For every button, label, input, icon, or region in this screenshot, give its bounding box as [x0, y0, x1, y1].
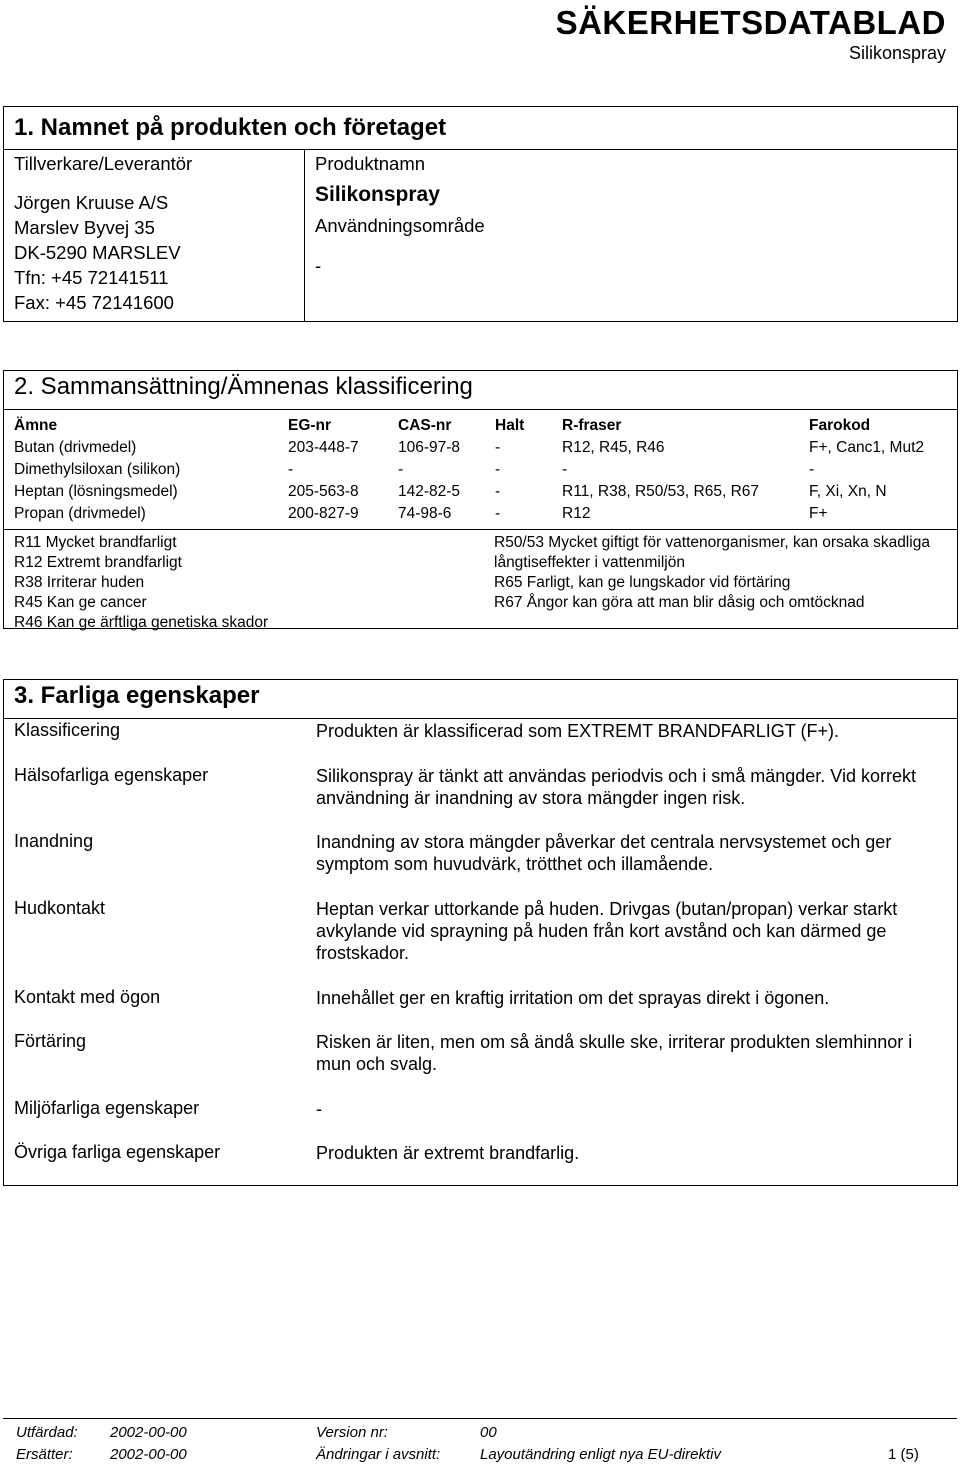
hazard-text: - [316, 1099, 322, 1119]
r-phrase-list [14, 533, 268, 633]
divider [3, 1418, 957, 1419]
column-header: Ämne [14, 417, 58, 434]
table-cell: - [495, 439, 501, 456]
table-cell: - [809, 461, 815, 478]
hazard-label: Kontakt med ögon [14, 987, 161, 1007]
table-cell: - [495, 461, 501, 478]
r-phrase: R12 Extremt brandfarligt [14, 554, 182, 571]
hazard-label: Hälsofarliga egenskaper [14, 765, 209, 785]
table-cell: - [495, 505, 501, 522]
divider [304, 149, 305, 321]
supplier-line: Marslev Byvej 35 [14, 217, 155, 238]
hazard-label: Hudkontakt [14, 898, 106, 918]
table-cell: 200-827-9 [288, 505, 359, 522]
supplier-line: DK-5290 MARSLEV [14, 242, 181, 263]
r-phrase: R46 Kan ge ärftliga genetiska skador [14, 614, 269, 631]
r-phrase: R38 Irriterar huden [14, 574, 145, 591]
changes-label: Ändringar i avsnitt: [316, 1446, 441, 1463]
column-header: CAS-nr [398, 417, 452, 434]
section-1-product-company [3, 106, 958, 322]
supplier-line: Fax: +45 72141600 [14, 292, 174, 313]
product-name: Silikonspray [315, 183, 440, 206]
page-footer [0, 1400, 960, 1472]
hazard-label: Miljöfarliga egenskaper [14, 1098, 200, 1118]
table-cell: - [288, 461, 294, 478]
hazard-text: Inandning av stora mängder påverkar det centrala nervsystemet och ger symptom som huvudvärk, trötthet och illamående. [316, 832, 892, 874]
r-phrase: R67 Ångor kan göra att man blir dåsig och omtöcknad [494, 594, 865, 611]
table-cell: 142-82-5 [398, 483, 461, 500]
version-value: 00 [480, 1424, 497, 1441]
divider [4, 409, 957, 410]
hazard-text: Silikonspray är tänkt att användas periodvis och i små mängder. Vid korrekt användning är inandning av stora mängder ingen risk. [316, 766, 916, 808]
table-cell: 205-563-8 [288, 483, 359, 500]
hazard-text: Produkten är klassificerad som EXTREMT BRANDFARLIGT (F+). [316, 721, 839, 741]
r-phrase: R11 Mycket brandfarligt [14, 534, 177, 551]
table-cell: R12 [562, 505, 591, 522]
table-cell: Butan (drivmedel) [14, 439, 137, 456]
table-cell: - [495, 483, 501, 500]
table-cell: R11, R38, R50/53, R65, R67 [562, 483, 760, 500]
supplier-line: Tfn: +45 72141511 [14, 267, 169, 288]
table-cell: R12, R45, R46 [562, 439, 665, 456]
section-3-heading: 3. Farliga egenskaper [14, 682, 260, 709]
replaces-label: Ersätter: [16, 1446, 73, 1463]
issued-value: 2002-00-00 [110, 1424, 187, 1441]
column-header: Farokod [809, 417, 871, 434]
usage-label: Användningsområde [315, 215, 485, 236]
r-phrase: R65 Farligt, kan ge lungskador vid förtäring [494, 574, 791, 591]
table-cell: 74-98-6 [398, 505, 452, 522]
column-header: EG-nr [288, 417, 332, 434]
document-subtitle: Silikonspray [848, 43, 946, 63]
table-cell: Dimethylsiloxan (silikon) [14, 461, 181, 478]
product-label: Produktnamn [315, 153, 426, 174]
supplier-line: Jörgen Kruuse A/S [14, 192, 169, 213]
table-cell: 106-97-8 [398, 439, 461, 456]
hazard-label: Inandning [14, 831, 94, 851]
product-block [315, 151, 935, 278]
table-cell: F, Xi, Xn, N [809, 483, 887, 500]
table-cell: - [562, 461, 568, 478]
column-header: Halt [495, 417, 525, 434]
replaces-value: 2002-00-00 [110, 1446, 187, 1463]
table-cell: Propan (drivmedel) [14, 505, 146, 522]
divider [4, 529, 957, 530]
section-2-composition [3, 370, 958, 629]
usage-value: - [315, 255, 322, 276]
hazard-label: Övriga farliga egenskaper [14, 1142, 221, 1162]
hazard-text: Produkten är extremt brandfarlig. [316, 1143, 580, 1163]
divider [4, 718, 957, 719]
r-phrase: R50/53 Mycket giftigt för vattenorganismer, kan orsaka skadliga långtiseffekter i vattenmiljön [494, 534, 930, 571]
section-3-hazards [3, 679, 958, 1186]
table-cell: - [398, 461, 404, 478]
column-header: R-fraser [562, 417, 622, 434]
section-1-heading: 1. Namnet på produkten och företaget [14, 114, 447, 141]
hazard-text: Risken är liten, men om så ändå skulle ske, irriterar produkten slemhinnor i mun och svalg. [316, 1032, 913, 1074]
divider [4, 149, 957, 150]
document-title: SÄKERHETSDATABLAD [555, 4, 946, 41]
r-phrase: R45 Kan ge cancer [14, 594, 147, 611]
hazard-label: Förtäring [14, 1031, 87, 1051]
hazard-text: Heptan verkar uttorkande på huden. Drivgas (butan/propan) verkar starkt avkylande vid sprayning på huden från kort avstånd och kan därmed ge frostskador. [316, 899, 898, 963]
table-cell: Heptan (lösningsmedel) [14, 483, 178, 500]
hazard-text: Innehållet ger en kraftig irritation om det sprayas direkt i ögonen. [316, 988, 830, 1008]
supplier-block [14, 151, 299, 315]
supplier-label: Tillverkare/Leverantör [14, 153, 193, 174]
issued-label: Utfärdad: [16, 1424, 78, 1441]
changes-value: Layoutändring enligt nya EU-direktiv [480, 1446, 721, 1463]
page-number: 1 (5) [888, 1446, 919, 1463]
r-phrase-list [494, 533, 934, 613]
table-cell: F+ [809, 505, 828, 522]
table-cell: F+, Canc1, Mut2 [809, 439, 925, 456]
version-label: Version nr: [316, 1424, 388, 1441]
table-cell: 203-448-7 [288, 439, 359, 456]
section-2-heading: 2. Sammansättning/Ämnenas klassificering [14, 373, 473, 400]
hazard-label: Klassificering [14, 720, 121, 740]
